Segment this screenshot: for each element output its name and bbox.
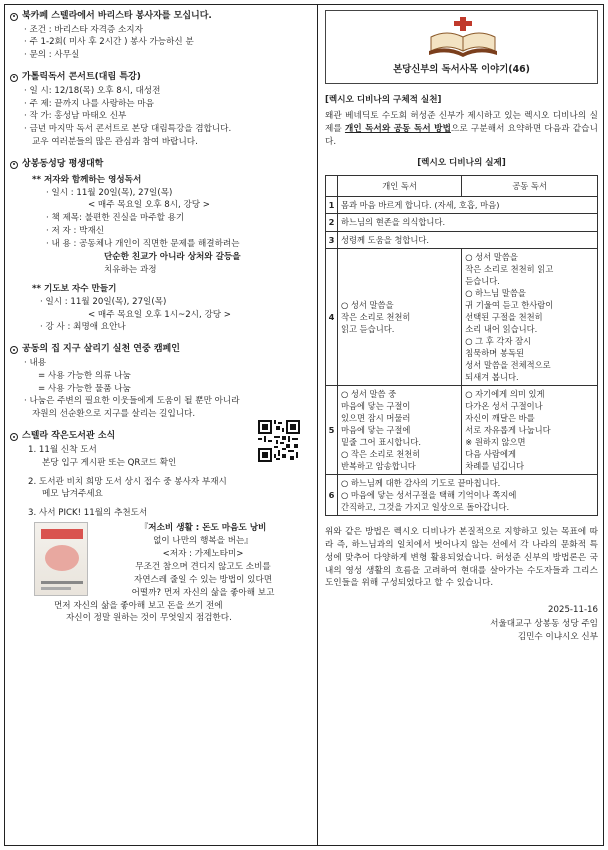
num-header — [326, 176, 338, 197]
course1-date2: < 매주 목요일 오후 8시, 강당 > — [88, 200, 211, 211]
course2-head: ** 기도보 자수 만들기 — [32, 283, 117, 294]
book-review: 먼저 자신의 삶을 좋아해 보고 돈을 쓰기 전에 — [54, 600, 223, 611]
book-title-rest: : 돈도 마음도 낭비 — [192, 523, 267, 534]
intro-paragraph — [325, 110, 598, 149]
campaign-desc: · 나눔은 주변의 필요한 이웃들에게 도움이 될 뿐만 아니라 — [24, 396, 240, 407]
section-heading: [렉시오 디비나의 구체적 실천] — [325, 95, 442, 105]
book-cover-image — [34, 522, 88, 596]
concert-line: · 주 제: 끝까지 나를 사랑하는 마음 — [24, 98, 154, 109]
row-number: 6 — [326, 474, 338, 515]
ring-bullet-icon — [10, 433, 18, 441]
campaign-notice — [10, 343, 312, 421]
table-caption: [렉시오 디비나의 실제] — [417, 157, 506, 168]
recommended-book — [10, 522, 312, 599]
book-review: 자신이 정말 원하는 것이 무엇일지 점검한다. — [66, 613, 232, 624]
row-number: 3 — [326, 231, 338, 248]
concert-notice — [10, 71, 312, 149]
library-item: 3. 사서 PICK! 11월의 추천도서 — [28, 508, 148, 519]
concert-line: · 작 가: 홍성남 마태오 신부 — [24, 111, 127, 122]
campaign-title: 공동의 집 지구 살리기 실천 연중 캠페인 — [22, 344, 180, 355]
signature-parish: 서울대교구 상봉동 성당 주임 — [490, 618, 598, 629]
university-title: 상봉동성당 평생대학 — [22, 159, 104, 170]
library-item-detail: 메모 남겨주세요 — [42, 489, 103, 500]
row-content: 하느님의 현존을 의식합니다. — [338, 214, 598, 231]
book-review: 자연스레 줄일 수 있는 방법이 있다면 — [133, 574, 273, 585]
library-notice — [10, 430, 312, 625]
closing-paragraph: 위와 같은 방법은 렉시오 디비나가 본질적으로 지향하고 있는 목표에 따라 즉, 하느님과의 일치에서 벗어나지 않는 선에서 각 나라의 문화적 특성에 맞추어 다양하게 변형 활용되었습니다. 허성준 신부의 방법론은 국내의 영성 생활의 흐름을 고려하여 현대를 살아가는 수도자들과 그리스도인들을 위해 구성되었다고 할 수 있습니다. — [325, 526, 598, 589]
barista-line: · 주 1-2회( 미사 후 2시간 ) 봉사 가능하신 분 — [24, 37, 194, 48]
barista-notice — [10, 10, 312, 62]
barista-line: · 문의 : 사무실 — [24, 50, 80, 61]
row-content: 몸과 마음 바르게 합니다. (자세, 호흡, 마음) — [338, 197, 598, 214]
concert-line: · 금년 마지막 독서 콘서트로 본당 대림특강을 겸합니다. — [24, 124, 232, 135]
table-row — [326, 385, 598, 474]
column-divider — [317, 4, 318, 846]
row-number: 5 — [326, 385, 338, 474]
common-cell: ○ 성서 말씀을 작은 소리로 천천히 읽고 듣습니다. ○ 하느님 말씀을 귀 기울여 듣고 한사람이 선택된 구절을 천천히 소리 내어 읽습니다. ○ 그 후 각자 잠시 침묵하며 봉독된 성서 말씀을 전체적으로 되새겨 봅니다. — [462, 248, 598, 385]
library-item: 1. 11월 신착 도서 — [28, 444, 97, 455]
common-header: 공동 독서 — [462, 176, 598, 197]
course1-content: 단순한 친교가 아니라 상처와 갈등을 — [104, 251, 241, 262]
campaign-label: · 내용 — [24, 357, 47, 368]
header-box — [325, 10, 598, 84]
course1-book: · 책 제목: 불편한 진실을 마주할 용기 — [46, 213, 185, 224]
header-title: 본당신부의 독서사목 이야기(46) — [393, 64, 530, 75]
intro-emphasis: 개인 독서와 공동 독서 방법 — [344, 123, 451, 134]
course1-content: 치유하는 과정 — [104, 264, 157, 275]
lectio-table — [325, 175, 598, 515]
university-notice — [10, 158, 312, 334]
book-author: <저자 : 가제노타미> — [162, 549, 244, 559]
concert-title: 가톨릭독서 콘서트(대림 특강) — [22, 72, 141, 83]
ring-bullet-icon — [10, 13, 18, 21]
course1-author: · 저 자 : 박재신 — [46, 226, 105, 237]
table-header-row — [326, 176, 598, 197]
book-title: 저소비 생활 — [148, 523, 193, 534]
campaign-desc: 자원의 선순환으로 지구를 살리는 길입니다. — [32, 409, 196, 420]
row-number: 1 — [326, 197, 338, 214]
ring-bullet-icon — [10, 346, 18, 354]
course1-date: · 일시 : 11월 20일(목), 27일(목) — [46, 187, 173, 198]
book-review: 어떨까? 먼저 자신의 삶을 좋아해 보고 — [131, 587, 275, 598]
table-row — [326, 248, 598, 385]
personal-cell: ○ 성서 말씀을 작은 소리로 천천히 읽고 듣습니다. — [338, 248, 462, 385]
book-info — [94, 522, 312, 599]
book-title-bracket: 『 — [139, 523, 149, 534]
course1-content: · 내 용 : 공동체나 개인이 직면한 문제를 해결하려는 — [46, 239, 240, 250]
barista-line: · 조건 : 바리스타 자격증 소지자 — [24, 24, 143, 35]
book-title-line2: 없이 나만의 행복을 버는』 — [153, 536, 253, 547]
concert-closing: 교우 여러분들의 많은 관심과 참여 바랍니다. — [32, 137, 198, 148]
course2-lecturer: · 강 사 : 최명애 요안나 — [40, 322, 126, 333]
common-cell: ○ 자기에게 의미 있게 다가온 성서 구절이나 자신이 깨달은 바를 서로 자유롭게 나눕니다 ※ 원하지 않으면 다음 사람에게 차례를 넘깁니다 — [462, 385, 598, 474]
library-title: 스텔라 작은도서관 소식 — [22, 431, 116, 442]
ring-bullet-icon — [10, 161, 18, 169]
library-item: 2. 도서관 비치 희망 도서 상시 접수 중 봉사자 부재시 — [28, 476, 227, 487]
table-row — [326, 231, 598, 248]
qr-code-icon[interactable] — [258, 420, 300, 462]
intro-text: 왜관 베네딕토 수도회 허성준 신부가 제시하고 있는 렉시오 디비나의 실제를 — [325, 110, 598, 134]
personal-cell: ○ 성서 말씀 중 마음에 닿는 구절이 있으면 잠시 머물러 마음에 닿는 구절에 밑줄 그어 표시합니다. ○ 작은 소리로 천천히 반복하고 암송합니다 — [338, 385, 462, 474]
row-number: 2 — [326, 214, 338, 231]
table-row — [326, 214, 598, 231]
row-content: 성령께 도움을 청합니다. — [338, 231, 598, 248]
concert-line: · 일 시: 12/18(목) 오후 8시, 대성전 — [24, 85, 161, 96]
intro-text: 으로 구분해서 요약하면 다음과 같습니다. — [325, 123, 598, 147]
course2-date: · 일시 : 11월 20일(목), 27일(목) — [40, 296, 167, 307]
library-item-detail: 본당 입구 게시판 또는 QR코드 확인 — [42, 457, 177, 468]
open-bible-icon — [427, 17, 499, 57]
table-row — [326, 474, 598, 515]
ring-bullet-icon — [10, 74, 18, 82]
campaign-item: = 사용 가능한 의류 나눔 — [38, 370, 131, 381]
personal-header: 개인 독서 — [338, 176, 462, 197]
row-content: ○ 하느님께 대한 감사의 기도로 끝마칩니다. ○ 마음에 닿는 성서구절을 택해 기억이나 쪽지에 간직하고, 그것을 가지고 일상으로 돌아갑니다. — [338, 474, 598, 515]
table-row — [326, 197, 598, 214]
left-column — [10, 10, 312, 634]
row-number: 4 — [326, 248, 338, 385]
course2-date2: < 매주 목요일 오후 1시~2시, 강당 > — [88, 309, 231, 320]
signature-date: 2025-11-16 — [548, 605, 598, 616]
barista-title: 북카페 스텔라에서 바리스타 봉사자를 모십니다. — [22, 11, 212, 21]
book-review: 무조건 참으며 견디지 않고도 소비를 — [135, 561, 271, 572]
signature-block — [325, 604, 598, 644]
campaign-item: = 사용 가능한 물품 나눔 — [38, 383, 131, 394]
course1-head: ** 저자와 함께하는 영성독서 — [32, 174, 142, 185]
right-column — [325, 10, 598, 644]
signature-priest: 김민수 이냐시오 신부 — [517, 631, 598, 642]
